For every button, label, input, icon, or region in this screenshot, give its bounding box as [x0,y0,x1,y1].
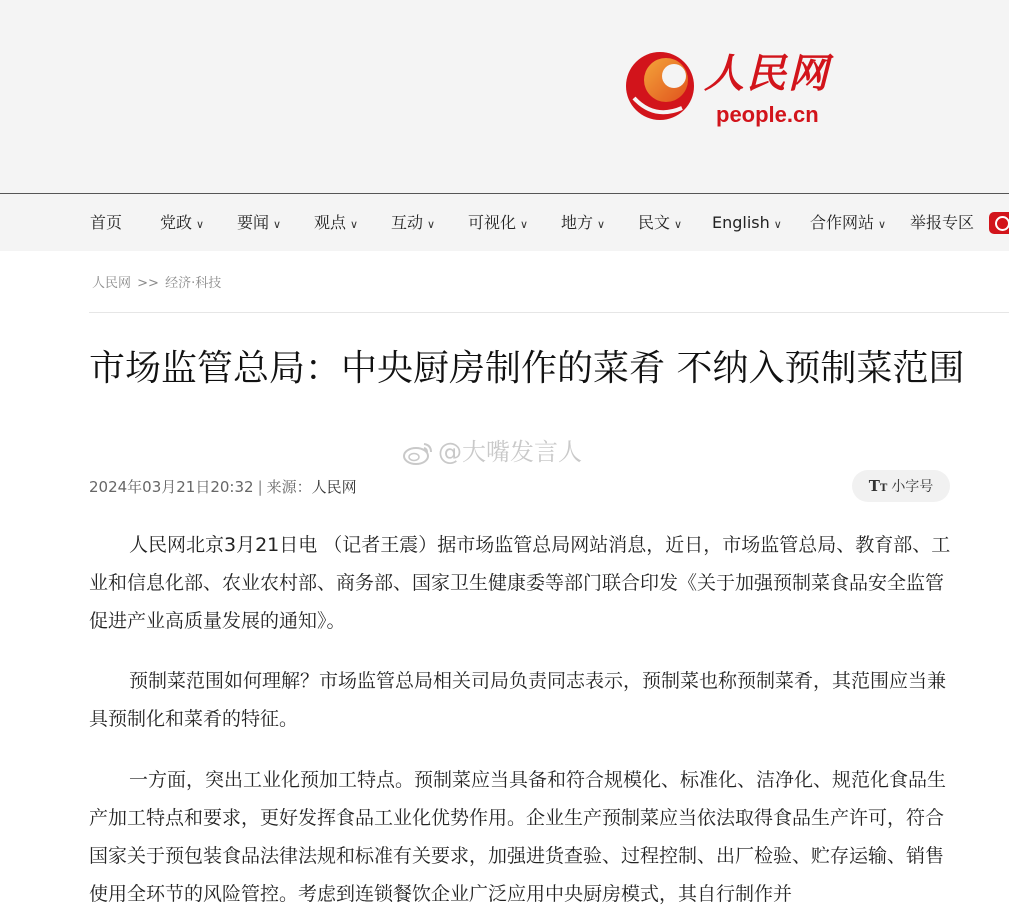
article-paragraph-3: 一方面，突出工业化预加工特点。预制菜应当具备和符合规模化、标准化、洁净化、规范化食品生产加工特点和要求，更好发挥食品工业化优势作用。企业生产预制菜应当依法取得食品生产许可，符合国家关于预包装食品法律法规和标准有关要求，加强进货查验、过程控制、出厂检验、贮存运输、销售使用全环节的风险管控。考虑到连锁餐饮企业广泛应用中央厨房模式，其自行制作并 [89,769,947,905]
article-paragraph-1: 人民网北京3月21日电 （记者王震）据市场监管总局网站消息，近日，市场监管总局、教育部、工业和信息化部、农业农村部、商务部、国家卫生健康委等部门联合印发《关于加强预制菜食品安全监管 促进产业高质量发展的通知》。 [89,534,951,632]
main-nav [0,193,1009,251]
nav-item-local[interactable]: 地方 ∨ [561,213,606,232]
article-meta [89,476,357,497]
divider [89,312,1009,313]
chevron-down-icon: ∨ [878,218,887,231]
breadcrumb-home[interactable]: 人民网 [92,276,132,291]
report-badge-icon[interactable] [989,212,1009,234]
chevron-down-icon: ∨ [773,218,782,231]
font-size-icon: TT [868,477,888,495]
chevron-down-icon: ∨ [597,218,606,231]
nav-item-report[interactable]: 举报专区 [910,213,975,232]
nav-item-minwen[interactable]: 民文 ∨ [638,213,683,232]
article-paragraph-2: 预制菜范围如何理解？市场监管总局相关司局负责同志表示，预制菜也称预制菜肴，其范围应当兼具预制化和菜肴的特征。 [89,670,947,730]
chevron-down-icon: ∨ [196,218,205,231]
nav-item-interact[interactable]: 互动 ∨ [391,213,436,232]
breadcrumb-section[interactable]: 经济·科技 [165,276,222,291]
chevron-down-icon: ∨ [273,218,282,231]
site-header [0,0,1009,193]
nav-item-partners[interactable]: 合作网站 ∨ [810,213,887,232]
watermark [402,432,582,467]
weibo-icon [402,441,434,465]
chevron-down-icon: ∨ [520,218,529,231]
meta-separator: | [257,478,263,496]
nav-item-home[interactable]: 首页 [90,213,123,232]
nav-item-news[interactable]: 要闻 ∨ [237,213,282,232]
article-title: 市场监管总局：中央厨房制作的菜肴 不纳入预制菜范围 [89,348,965,389]
nav-item-visual[interactable]: 可视化 ∨ [468,213,529,232]
font-size-toggle[interactable] [852,470,950,502]
breadcrumb [92,272,223,291]
chevron-down-icon: ∨ [674,218,683,231]
chevron-down-icon: ∨ [427,218,436,231]
source-link[interactable]: 人民网 [311,478,357,496]
watermark-text: @大嘴发言人 [438,438,582,466]
logo-url[interactable]: people.cn [716,102,819,127]
breadcrumb-separator: >> [137,276,159,291]
publish-date: 2024年03月21日20:32 [89,478,254,496]
logo-text[interactable]: 人民网 [704,50,830,97]
nav-item-opinion[interactable]: 观点 ∨ [314,213,359,232]
chevron-down-icon: ∨ [350,218,359,231]
font-size-label: 小字号 [891,479,934,495]
source-label: 来源： [266,478,312,496]
nav-item-party[interactable]: 党政 ∨ [160,213,205,232]
nav-item-english[interactable]: English ∨ [712,213,782,232]
